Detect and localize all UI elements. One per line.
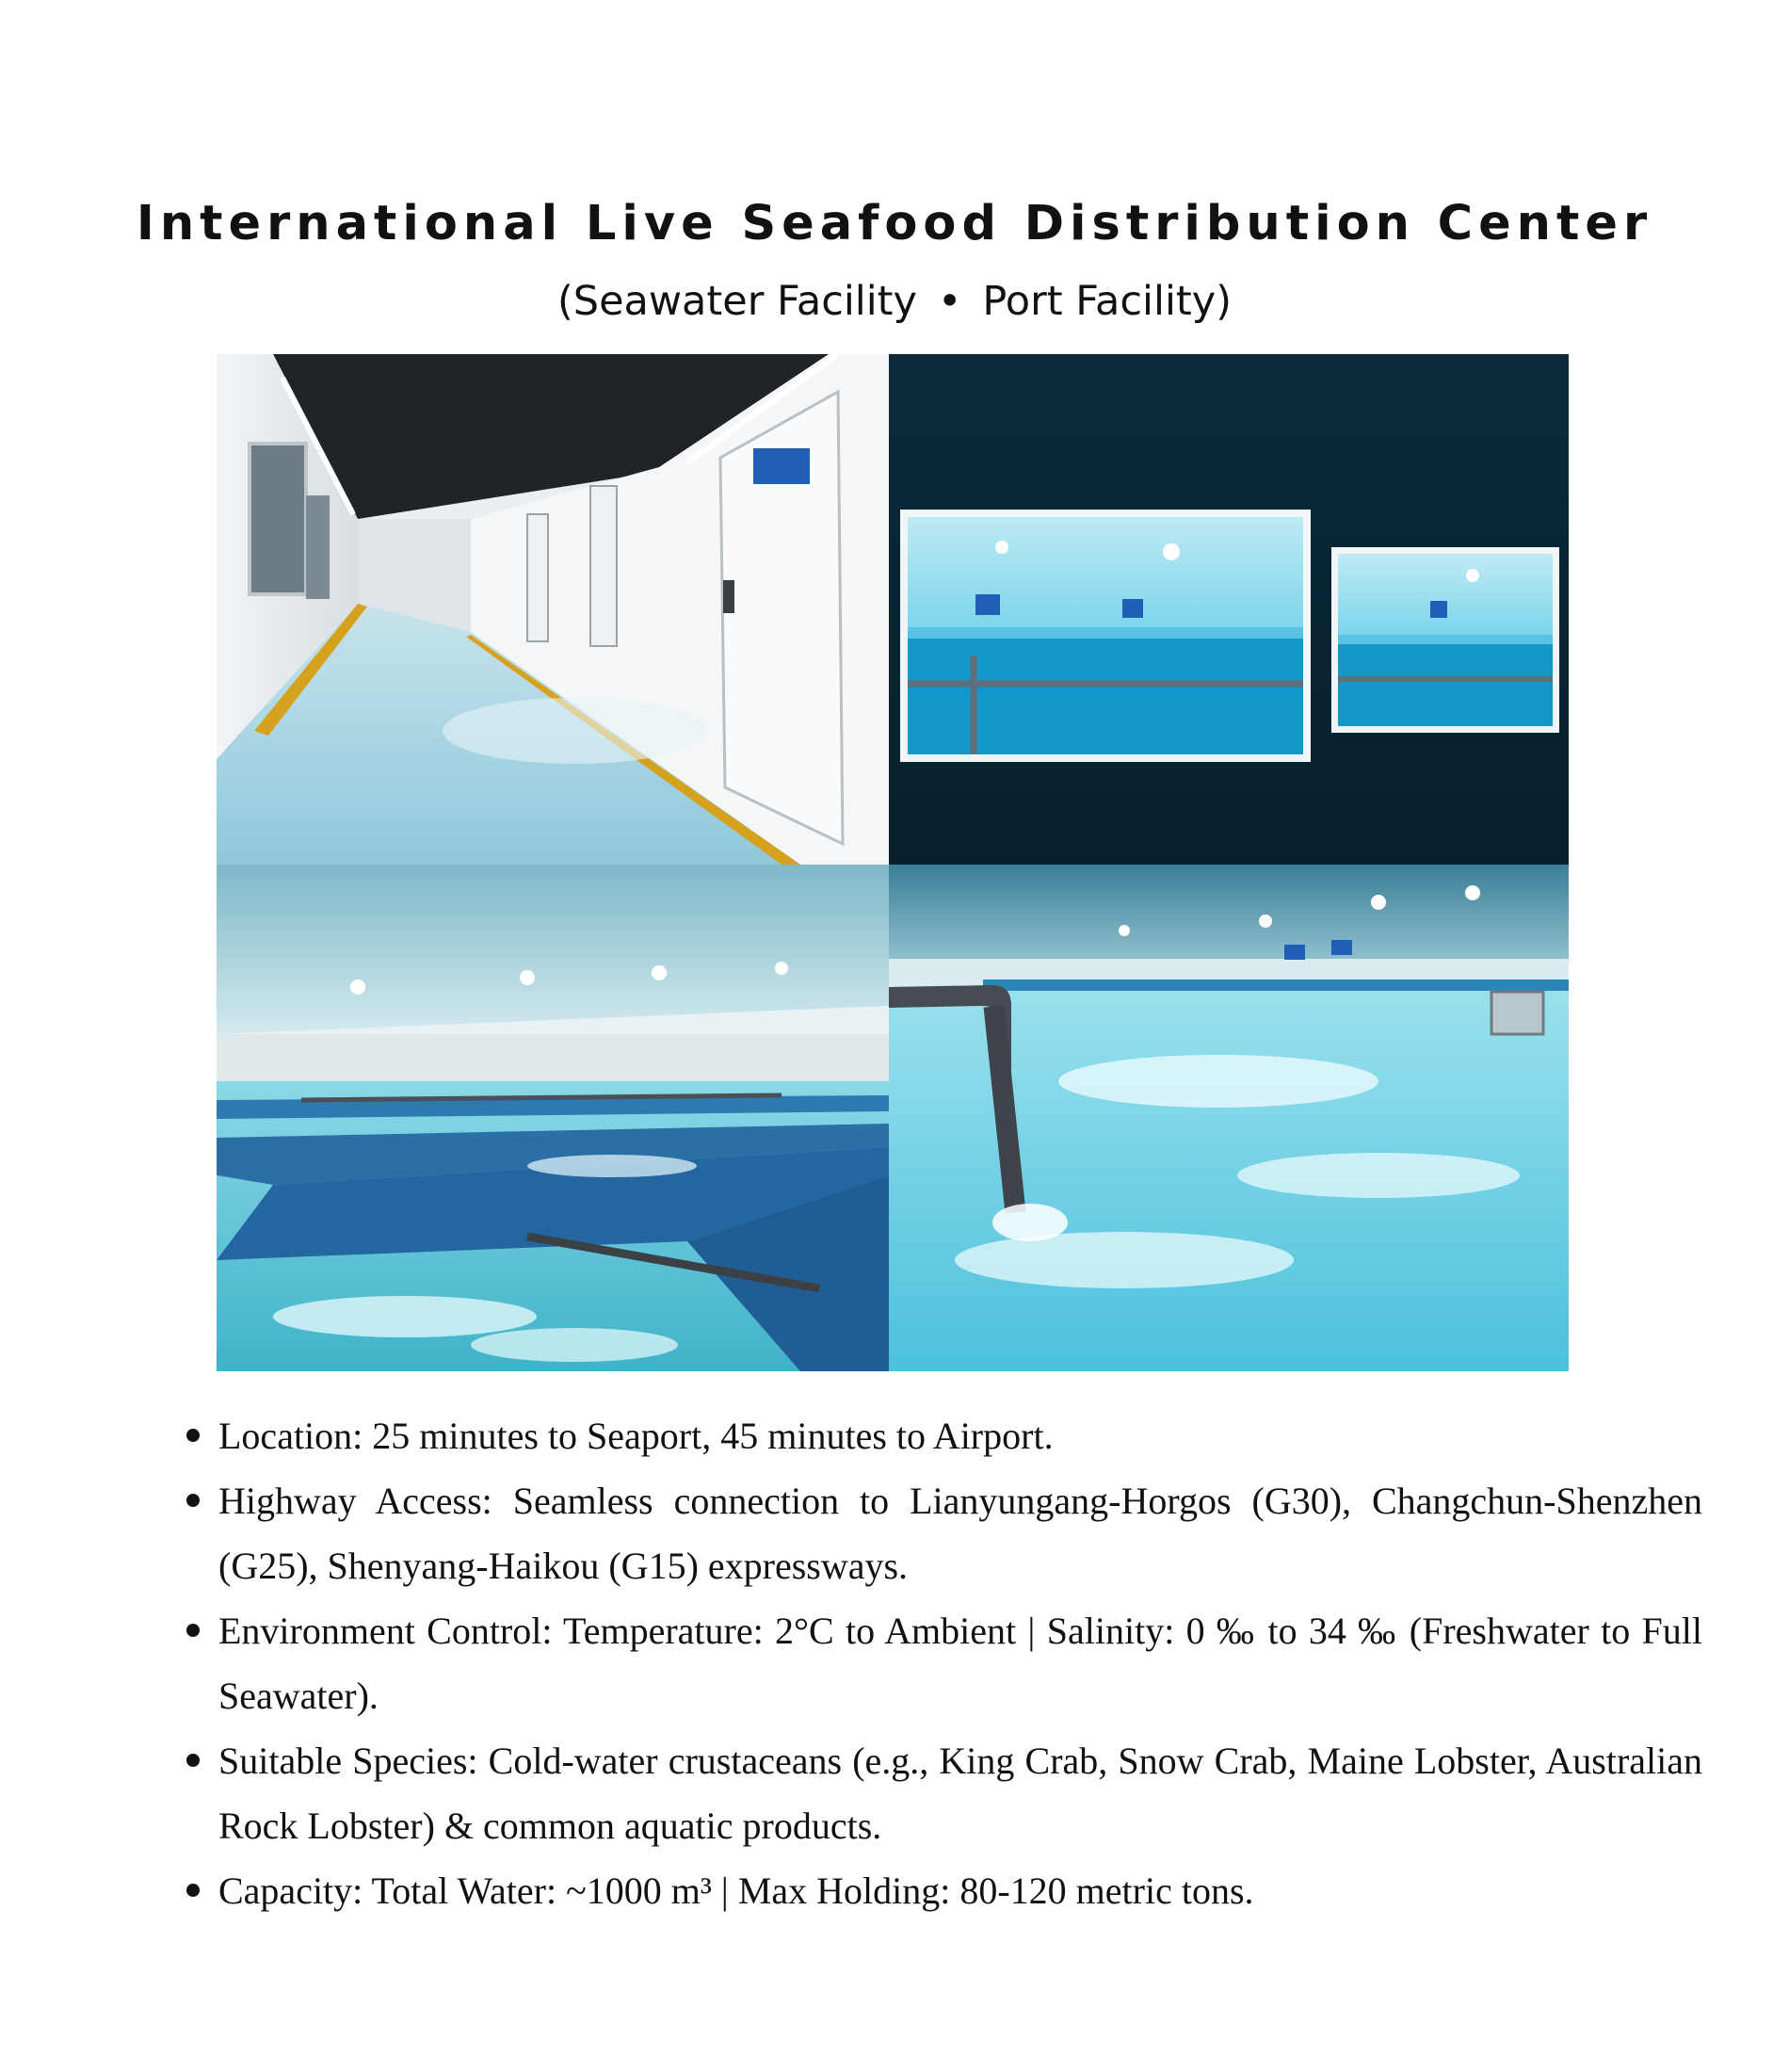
subtitle-left: (Seawater Facility: [557, 278, 917, 325]
feature-list: [179, 1403, 1702, 1923]
list-item-environment-control: Environment Control: Temperature: 2°C to Ambient | Salinity: 0 ‰ to 34 ‰ (Freshwater to Full Seawater).: [218, 1598, 1702, 1728]
page-subtitle: [0, 278, 1789, 325]
list-item-location: Location: 25 minutes to Seaport, 45 minutes to Airport.: [218, 1403, 1702, 1468]
corridor-photo: [217, 354, 889, 865]
list-item-suitable-species: Suitable Species: Cold-water crustaceans (e.g., King Crab, Snow Crab, Maine Lobster, Australian Rock Lobster) & common aquatic products.: [218, 1728, 1702, 1858]
page-title: International Live Seafood Distribution Center: [136, 196, 1653, 251]
subtitle-separator: •: [937, 278, 962, 325]
holding-tanks-photo: [217, 865, 889, 1371]
observation-windows-photo: [889, 354, 1569, 865]
subtitle-right: Port Facility): [982, 278, 1232, 325]
aerated-tank-photo: [889, 865, 1569, 1371]
list-item-highway-access: Highway Access: Seamless connection to Lianyungang-Horgos (G30), Changchun-Shenzhen (G25), Shenyang-Haikou (G15) expressways.: [218, 1468, 1702, 1598]
list-item-capacity: Capacity: Total Water: ~1000 m³ | Max Holding: 80-120 metric tons.: [218, 1858, 1702, 1923]
